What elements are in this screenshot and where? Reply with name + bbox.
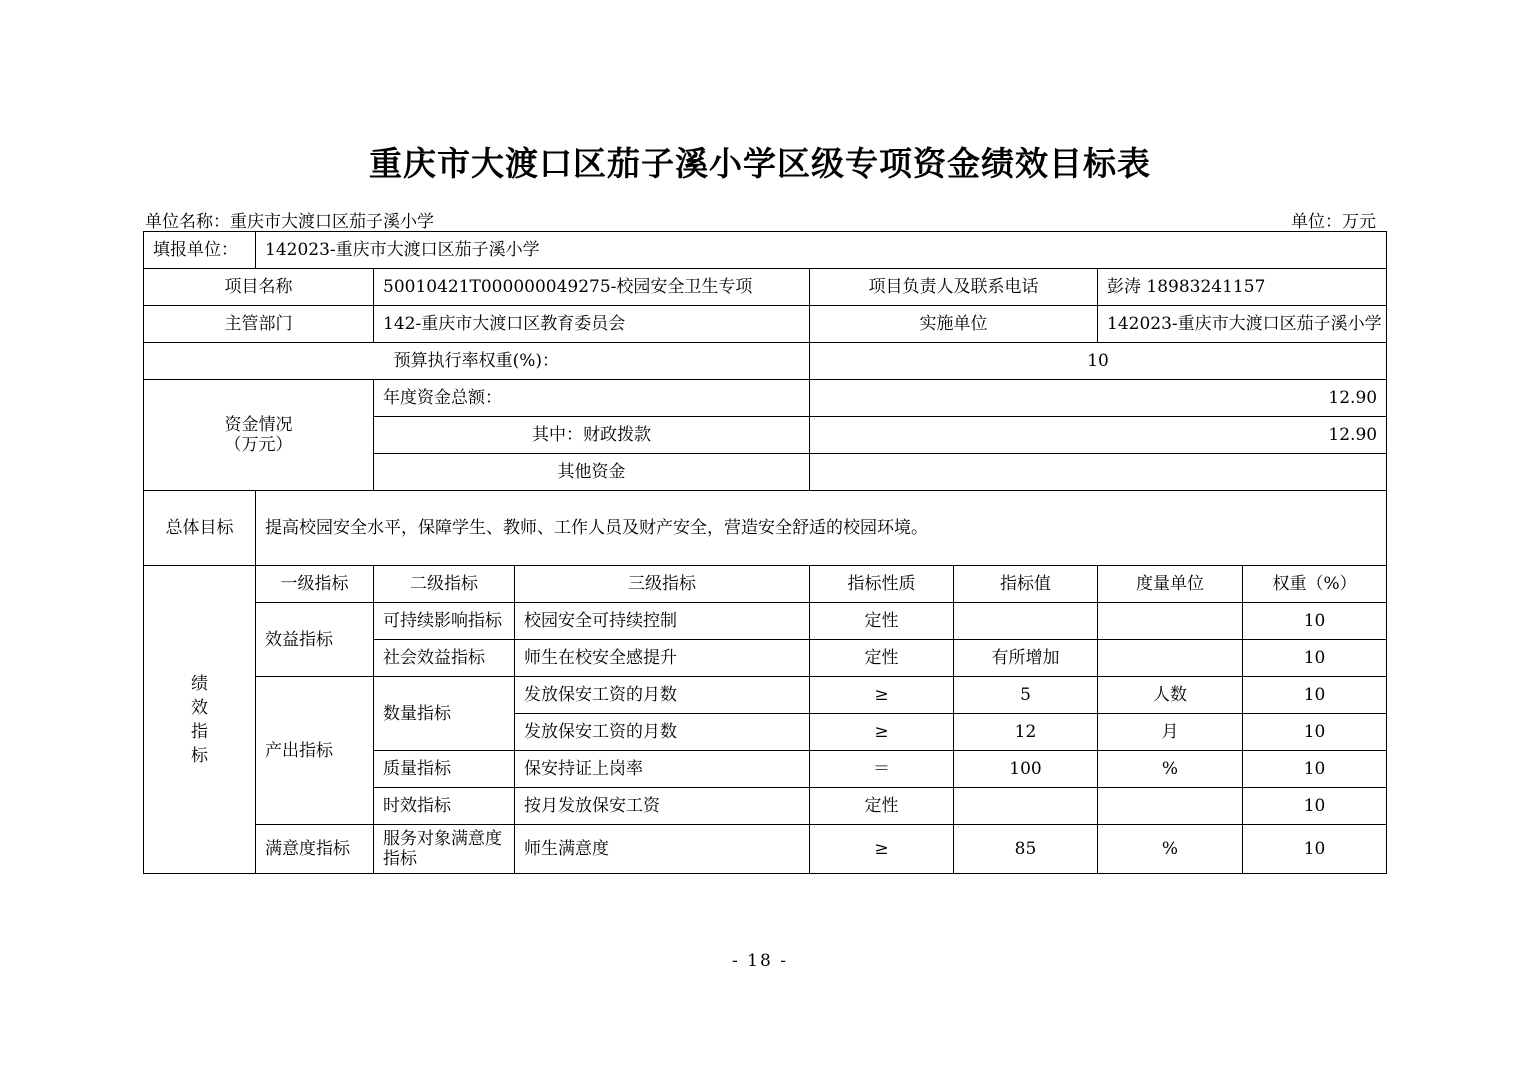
fill-unit-value: 142023-重庆市大渡口区茄子溪小学 xyxy=(256,232,1387,269)
indicator-value xyxy=(954,788,1098,825)
funds-label xyxy=(144,380,374,491)
page-title: 重庆市大渡口区茄子溪小学区级专项资金绩效目标表 xyxy=(369,144,1151,183)
indicator-name: 校园安全可持续控制 xyxy=(515,603,810,640)
indicators-section-label xyxy=(144,566,256,874)
indicator-weight: 10 xyxy=(1243,603,1387,640)
header-weight: 权重（%） xyxy=(1243,566,1387,603)
other-funds-value xyxy=(810,454,1387,491)
goal-text: 提高校园安全水平，保障学生、教师、工作人员及财产安全，营造安全舒适的校园环境。 xyxy=(256,491,1387,566)
indicator-weight: 10 xyxy=(1243,714,1387,751)
indicator-value: 有所增加 xyxy=(954,640,1098,677)
indicator-nature: ≥ xyxy=(810,825,954,874)
indicator-weight: 10 xyxy=(1243,677,1387,714)
header-nature: 指标性质 xyxy=(810,566,954,603)
table-row xyxy=(144,603,1387,640)
indicator-nature: 定性 xyxy=(810,640,954,677)
row-project-name xyxy=(144,269,1387,306)
project-name-value: 50010421T000000049275-校园安全卫生专项 xyxy=(374,269,810,306)
indicator-unit xyxy=(1098,603,1243,640)
row-indicator-headers xyxy=(144,566,1387,603)
impl-value: 142023-重庆市大渡口区茄子溪小学 xyxy=(1098,306,1387,343)
indicator-value xyxy=(954,603,1098,640)
group-output: 产出指标 xyxy=(256,677,374,825)
sub-service: 服务对象满意度指标 xyxy=(374,825,515,874)
table-row xyxy=(144,677,1387,714)
indicator-nature: ≥ xyxy=(810,714,954,751)
indicator-name: 发放保安工资的月数 xyxy=(515,714,810,751)
goal-label: 总体目标 xyxy=(144,491,256,566)
sub-quantity: 数量指标 xyxy=(374,677,515,751)
header-value: 指标值 xyxy=(954,566,1098,603)
indicator-nature: 定性 xyxy=(810,603,954,640)
indicator-unit: % xyxy=(1098,751,1243,788)
indicator-value: 85 xyxy=(954,825,1098,874)
unit-name: 单位名称：重庆市大渡口区茄子溪小学 xyxy=(145,212,434,232)
row-budget-weight xyxy=(144,343,1387,380)
header-unit: 度量单位 xyxy=(1098,566,1243,603)
page-number: - 18 - xyxy=(732,951,788,971)
indicator-weight: 10 xyxy=(1243,825,1387,874)
group-benefit: 效益指标 xyxy=(256,603,374,677)
performance-target-table xyxy=(143,231,1387,874)
sub-timeliness: 时效指标 xyxy=(374,788,515,825)
annual-total-label: 年度资金总额： xyxy=(374,380,810,417)
indicator-weight: 10 xyxy=(1243,751,1387,788)
impl-label: 实施单位 xyxy=(810,306,1098,343)
contact-label: 项目负责人及联系电话 xyxy=(810,269,1098,306)
row-department xyxy=(144,306,1387,343)
indicator-unit xyxy=(1098,640,1243,677)
funds-label-line1: 资金情况 xyxy=(224,415,293,435)
project-name-label: 项目名称 xyxy=(144,269,374,306)
sub-sustain: 可持续影响指标 xyxy=(374,603,515,640)
currency-unit: 单位：万元 xyxy=(1291,212,1376,232)
indicator-nature: ≥ xyxy=(810,677,954,714)
funds-label-line2: （万元） xyxy=(224,435,293,455)
indicator-name: 发放保安工资的月数 xyxy=(515,677,810,714)
indicator-unit: 月 xyxy=(1098,714,1243,751)
table-row xyxy=(144,825,1387,874)
indicator-nature: 定性 xyxy=(810,788,954,825)
indicator-value: 12 xyxy=(954,714,1098,751)
indicator-name: 保安持证上岗率 xyxy=(515,751,810,788)
dept-value: 142-重庆市大渡口区教育委员会 xyxy=(374,306,810,343)
indicator-unit: 人数 xyxy=(1098,677,1243,714)
fill-unit-label: 填报单位： xyxy=(144,232,256,269)
indicator-unit: % xyxy=(1098,825,1243,874)
fiscal-label: 其中：财政拨款 xyxy=(374,417,810,454)
budget-weight-label: 预算执行率权重(%)： xyxy=(144,343,810,380)
indicators-section-text: 绩效指标 xyxy=(191,673,208,766)
row-overall-goal xyxy=(144,491,1387,566)
budget-weight-value: 10 xyxy=(810,343,1387,380)
indicator-unit xyxy=(1098,788,1243,825)
header-level2: 二级指标 xyxy=(374,566,515,603)
indicator-weight: 10 xyxy=(1243,788,1387,825)
annual-total-value: 12.90 xyxy=(810,380,1387,417)
other-funds-label: 其他资金 xyxy=(374,454,810,491)
indicator-name: 按月发放保安工资 xyxy=(515,788,810,825)
fiscal-value: 12.90 xyxy=(810,417,1387,454)
indicator-value: 100 xyxy=(954,751,1098,788)
indicator-nature: ＝ xyxy=(810,751,954,788)
sub-social: 社会效益指标 xyxy=(374,640,515,677)
group-satisfaction: 满意度指标 xyxy=(256,825,374,874)
row-funds-total xyxy=(144,380,1387,417)
indicator-weight: 10 xyxy=(1243,640,1387,677)
indicator-value: 5 xyxy=(954,677,1098,714)
indicator-name: 师生满意度 xyxy=(515,825,810,874)
row-fill-unit xyxy=(144,232,1387,269)
indicator-name: 师生在校安全感提升 xyxy=(515,640,810,677)
header-level1: 一级指标 xyxy=(256,566,374,603)
contact-value: 彭涛 18983241157 xyxy=(1098,269,1387,306)
sub-quality: 质量指标 xyxy=(374,751,515,788)
header-level3: 三级指标 xyxy=(515,566,810,603)
dept-label: 主管部门 xyxy=(144,306,374,343)
